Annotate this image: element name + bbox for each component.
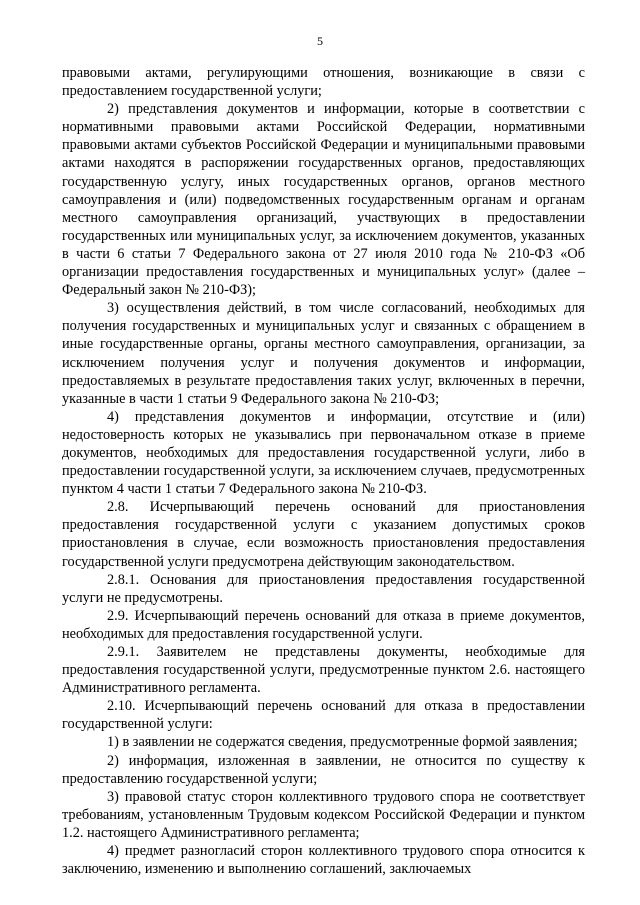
paragraph-continuation: правовыми актами, регулирующими отношения, возникающие в связи с предоставлением государственной услуги; <box>62 65 585 100</box>
paragraph-2-10-item-4: 4) предмет разногласий сторон коллективного трудового спора относится к заключению, изменению и выполнению соглашений, заключаемых <box>62 843 585 878</box>
paragraph-2-10-item-1: 1) в заявлении не содержатся сведения, предусмотренные формой заявления; <box>107 734 578 751</box>
paragraph-2-9-1: 2.9.1. Заявителем не представлены документы, необходимые для предоставления государственной услуги, предусмотренные пунктом 2.6. настоящего Административного регламента. <box>62 644 585 697</box>
paragraph-2-9: 2.9. Исчерпывающий перечень оснований для отказа в приеме документов, необходимых для предоставления государственной услуги. <box>62 607 585 642</box>
paragraph-2-8: 2.8. Исчерпывающий перечень оснований для приостановления предоставления государственной услуги с указанием допустимых сроков приостановления в случае, если возможность приостановления предоставления государственной услуги предусмотрена действующим законодательством. <box>62 499 585 570</box>
paragraph-item-4-documents: 4) представления документов и информации, отсутствие и (или) недостоверность которых не указывались при первоначальном отказе в приеме документов, необходимых для предоставления государственной услуги, либо в предоставлении государственной услуги, за исключением случаев, предусмотренных пунктом 4 части 1 статьи 7 Федерального закона № 210-ФЗ. <box>62 408 585 498</box>
paragraph-2-10: 2.10. Исчерпывающий перечень оснований для отказа в предоставлении государственной услуги: <box>62 698 585 733</box>
paragraph-item-2-documents: 2) представления документов и информации, которые в соответствии с нормативными правовыми актами Российской Федерации, нормативными правовыми актами субъектов Российской Федерации и муниципальными правовыми актами находятся в распоряжении государственных органов, предоставляющих государственную услугу, иных государственных органов, органов местного самоуправления и (или) подведомственных государственным органам и органам местного самоуправления организаций, участвующих в предоставлении государственных или муниципальных услуг, за исключением документов, указанных в части 6 статьи 7 Федерального закона от 27 июля 2010 года № 210-ФЗ «Об организации предоставления государственных и муниципальных услуг» (далее – Федеральный закон № 210-ФЗ); <box>62 101 585 299</box>
paragraph-item-3-actions: 3) осуществления действий, в том числе согласований, необходимых для получения государственных и муниципальных услуг и связанных с обращением в иные государственные органы, органы местного самоуправления, организации, за исключением получения услуг и получения документов и информации, предоставляемых в результате предоставления таких услуг, включенных в перечни, указанные в части 1 статьи 9 Федерального закона № 210-ФЗ; <box>62 300 585 407</box>
paragraph-2-10-item-2: 2) информация, изложенная в заявлении, не относится по существу к предоставлению государственной услуги; <box>62 752 585 787</box>
document-body <box>62 64 585 878</box>
paragraph-2-8-1: 2.8.1. Основания для приостановления предоставления государственной услуги не предусмотрены. <box>62 571 585 606</box>
paragraph-2-10-item-3: 3) правовой статус сторон коллективного трудового спора не соответствует требованиям, установленным Трудовым кодексом Российской Федерации и пунктом 1.2. настоящего Административного регламента; <box>62 788 585 841</box>
page-number: 5 <box>317 34 323 48</box>
